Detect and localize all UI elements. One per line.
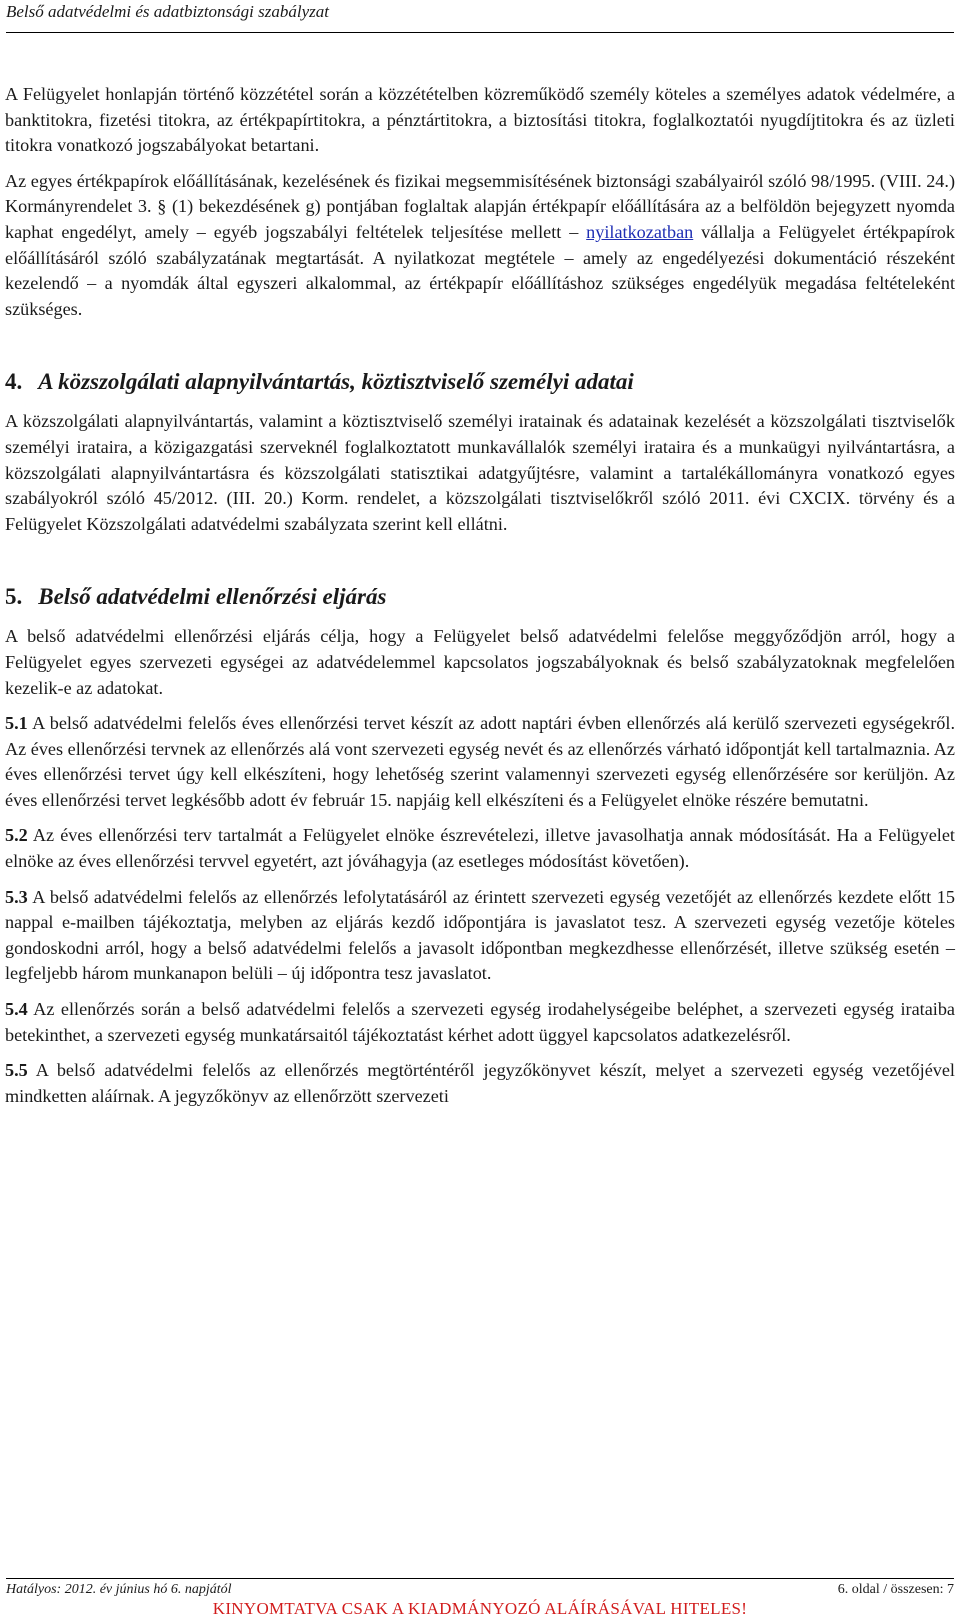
paragraph-securities [5, 169, 955, 323]
clause-text: A belső adatvédelmi felelős éves ellenőrzési tervet készít az adott naptári évben ellenőrzés alá kerülő szervezeti egységekről. Az éves ellenőrzési tervnek az ellenőrzés alá vont szervezeti egység nevét és az ellenőrzés várható időpontját kell tartalmaznia. Az éves ellenőrzési tervet úgy kell elkészíteni, hogy lehetőség szerint valamennyi szervezeti egység ellenőrzésére sor kerüljön. Az éves ellenőrzési tervet legkésőbb adott év február 15. napjáig kell elkészíteni és a Felügyelet elnöke részére bemutatni. [5, 713, 955, 810]
page-number: 6. oldal / összesen: 7 [837, 1582, 954, 1597]
clause-label: 5.5 [5, 1060, 28, 1081]
clause-5-2 [5, 823, 955, 874]
clause-text: Az ellenőrzés során a belső adatvédelmi felelős a szervezeti egység irodahelységeibe beléphet, a szervezeti egység irataiba betekinthet, a szervezeti egység munkatársaitól tájékoztatást kérhet adott üggyel kapcsolatos adatkezelésről. [5, 999, 955, 1045]
clause-text: A belső adatvédelmi felelős az ellenőrzés lefolytatásáról az érintett szervezeti egység vezetőjét az ellenőrzés kezdete előtt 15 nappal e-mailben tájékoztatja, melyben az eljárás kezdő időpontjára is javaslatot tesz. A szervezeti egység vezetője köteles gondoskodni arról, hogy a belső adatvédelmi felelős a javasolt időpontban megkezdhesse ellenőrzését, illetve szükség esetén – legfeljebb három munkanapon belüli – új időpontra tesz javaslatot. [5, 886, 955, 984]
document-body [5, 82, 955, 1109]
section-5-heading [5, 576, 955, 618]
clause-text: A belső adatvédelmi felelős az ellenőrzés megtörténtéről jegyzőkönyvet készít, melyet a szervezeti egység vezetőjével mindketten aláírnak. A jegyzőkönyv az ellenőrzött szervezeti [5, 1060, 955, 1106]
section-4-body: A közszolgálati alapnyilvántartás, valamint a köztisztviselő személyi iratainak és adatainak kezelését a közszolgálati tisztviselők személyi irataira, a közigazgatási szerveknél foglalkoztatott munkavállalók személyi irataira és a munkaügyi nyilvántartásra, a közszolgálati alapnyilvántartásra és közszolgálati statisztikai adatgyűjtésre, valamint a tartalékállományra vonatkozó egyes szabályokról szóló 45/2012. (III. 20.) Korm. rendelet, a közszolgálati tisztviselőkről szóló 2011. évi CXCIX. törvény és a Felügyelet Közszolgálati adatvédelmi szabályzata szerint kell ellátni. [5, 411, 955, 534]
authenticity-stamp: KINYOMTATVA CSAK A KIADMÁNYOZÓ ALÁÍRÁSÁVAL HITELES! [212, 1599, 748, 1618]
section-4-heading [5, 361, 955, 403]
section-4-number: 4. [5, 369, 23, 395]
section-4-title: A közszolgálati alapnyilvántartás, köztisztviselő személyi adatai [38, 369, 634, 395]
paragraph-securities-part1: Az egyes értékpapírok előállításának, kezelésének és fizikai megsemmisítésének biztonsági szabályairól szóló 98/1995. (VIII. 24.) Kormányrendelet 3. § (1) bekezdésének g) pontjában foglaltak alapján értékpapír előállítására az a belföldön bejegyzett nyomda kaphat engedélyt, amely – egyéb jogszabályi feltételek teljesítése mellett – [5, 170, 955, 242]
clause-5-4 [5, 997, 955, 1048]
clause-label: 5.1 [5, 713, 28, 734]
paragraph-securities-part2: vállalja a Felügyelet értékpapírok előállításáról szóló szabályzatának megtartását. A nyilatkozat megtétele – amely az engedélyezési dokumentáció részeként kezelendő – a nyomdák által egyszeri alkalommal, az értékpapír előállításhoz szükséges engedélyük megadása feltételeként szükséges. [5, 221, 955, 319]
clause-label: 5.2 [5, 825, 28, 846]
clause-text: Az éves ellenőrzési terv tartalmát a Felügyelet elnöke észrevételezi, illetve javasolhatja annak módosítását. Ha a Felügyelet elnöke az éves ellenőrzési tervvel egyetért, azt jóváhagyja (az esetleges módosítást követően). [5, 825, 955, 872]
paragraph-publication: A Felügyelet honlapján történő közzététel során a közzétételben közreműködő személy köteles a személyes adatok védelmére, a banktitokra, fizetési titokra, az értékpapírtitokra, a pénztártitokra, a biztosítási titokra, foglalkoztatói nyugdíjtitokra és az üzleti titokra vonatkozó jogszabályokat betartani. [5, 84, 955, 156]
section-5-title: Belső adatvédelmi ellenőrzési eljárás [38, 584, 387, 610]
section-5-number: 5. [5, 584, 23, 610]
section-5-intro: A belső adatvédelmi ellenőrzési eljárás célja, hogy a Felügyelet belső adatvédelmi felelőse meggyőződjön arról, hogy a Felügyelet egyes szervezeti egységei az adatvédelemmel kapcsolatos jogszabályoknak és belső szabályzatoknak megfelelően kezelik-e az adatokat. [5, 626, 955, 698]
clause-label: 5.3 [5, 886, 28, 907]
clause-5-1 [5, 711, 955, 813]
clause-label: 5.4 [5, 999, 28, 1020]
page-header [6, 0, 954, 33]
clause-5-5 [5, 1058, 955, 1109]
clause-5-3 [5, 885, 955, 987]
effective-date: Hatályos: 2012. év június hó 6. napjától [6, 1582, 232, 1597]
header-title: Belső adatvédelmi és adatbiztonsági szabályzat [6, 2, 329, 21]
declaration-link[interactable]: nyilatkozatban [586, 221, 694, 242]
page-footer [6, 1578, 954, 1597]
